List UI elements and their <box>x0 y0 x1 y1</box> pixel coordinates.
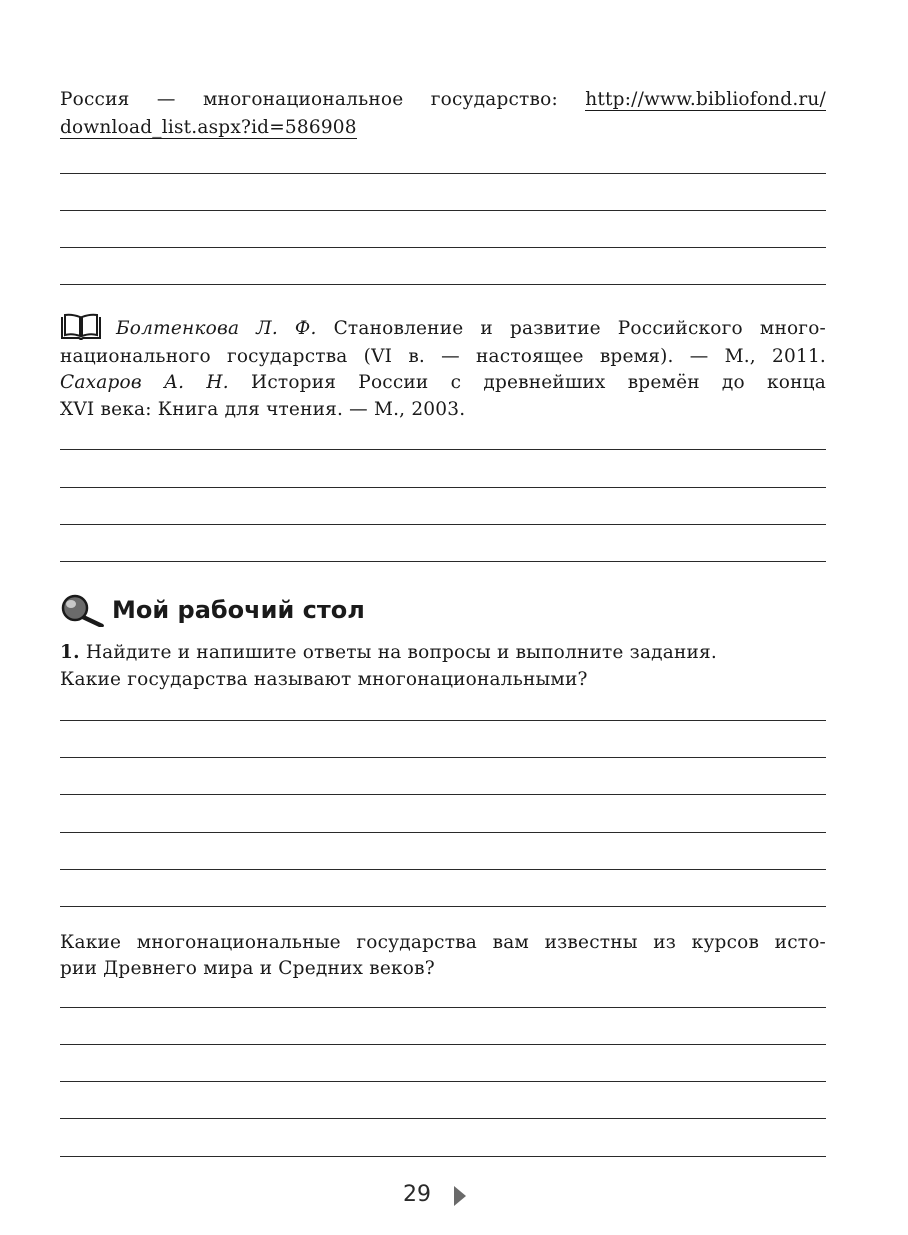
answer-line[interactable] <box>60 794 826 795</box>
answer-line[interactable] <box>60 1156 826 1157</box>
answer-line[interactable] <box>60 284 826 285</box>
answer-line[interactable] <box>60 832 826 833</box>
bibliography-text: История России с древнейших времён до конца <box>251 372 826 393</box>
bibliography-text: национального государства (VI в. — настоящее время). — М., 2011. <box>60 346 826 367</box>
answer-line[interactable] <box>60 449 826 450</box>
question-2-line-1: Какие многонациональные государства вам известны из курсов исто- <box>60 932 826 953</box>
task-line <box>60 639 826 667</box>
answer-line[interactable] <box>60 906 826 907</box>
answer-line[interactable] <box>60 247 826 248</box>
bibliography-line-2 <box>60 343 826 371</box>
answer-line[interactable] <box>60 524 826 525</box>
task-text: Найдите и напишите ответы на вопросы и выполните задания. <box>85 642 718 663</box>
resource-label: Россия — многонациональное государство: <box>60 89 558 110</box>
bibliography-author-1: Болтенкова Л. Ф. <box>116 318 317 339</box>
answer-line[interactable] <box>60 720 826 721</box>
answer-line[interactable] <box>60 869 826 870</box>
answer-line[interactable] <box>60 173 826 174</box>
question-1: Какие государства называют многонациональными? <box>60 669 588 690</box>
resource-line-1 <box>60 86 826 114</box>
answer-line[interactable] <box>60 1044 826 1045</box>
task-number: 1. <box>60 642 80 663</box>
resource-link-part-1[interactable]: http://www.bibliofond.ru/ <box>585 89 826 110</box>
answer-line[interactable] <box>60 1007 826 1008</box>
bibliography-text: XVI века: Книга для чтения. — М., 2003. <box>60 399 466 420</box>
bibliography-line-1 <box>116 315 826 343</box>
resource-link-part-2[interactable]: download_list.aspx?id=586908 <box>60 117 357 138</box>
question-2-line-2: рии Древнего мира и Средних веков? <box>60 958 435 979</box>
answer-line[interactable] <box>60 561 826 562</box>
page-number: 29 <box>403 1182 431 1207</box>
answer-line[interactable] <box>60 1081 826 1082</box>
answer-line[interactable] <box>60 757 826 758</box>
answer-line[interactable] <box>60 210 826 211</box>
magnifier-icon <box>59 593 107 629</box>
answer-line[interactable] <box>60 1118 826 1119</box>
answer-line[interactable] <box>60 487 826 488</box>
arrow-right-icon[interactable] <box>452 1185 468 1207</box>
resource-line-2 <box>60 114 826 142</box>
bibliography-author-2: Сахаров А. Н. <box>60 372 229 393</box>
bibliography-line-4 <box>60 396 826 424</box>
book-icon <box>60 313 102 341</box>
bibliography-text: Становление и развитие Российского много- <box>333 318 826 339</box>
bibliography-line-3 <box>60 369 826 397</box>
section-title: Мой рабочий стол <box>112 596 365 624</box>
